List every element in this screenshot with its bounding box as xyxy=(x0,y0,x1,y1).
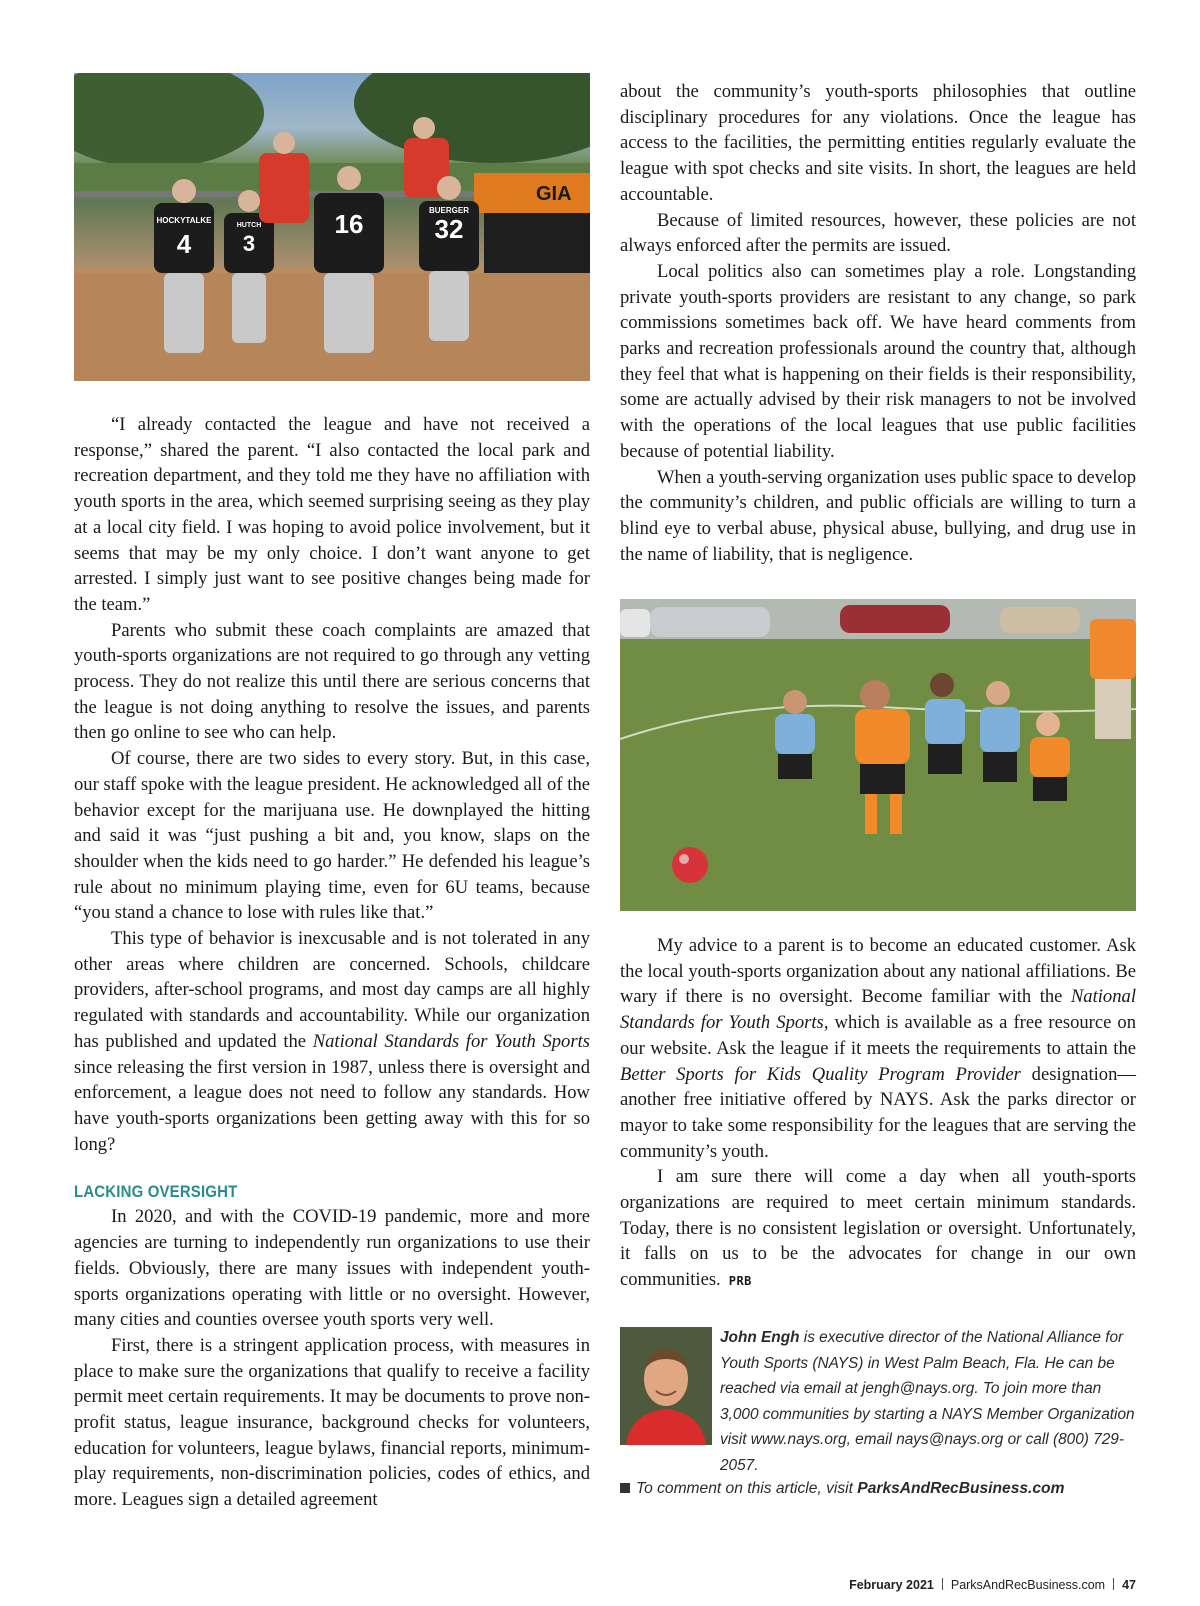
author-name: John Engh xyxy=(720,1329,800,1346)
author-headshot xyxy=(620,1327,712,1445)
right-column-bottom xyxy=(620,933,1136,1295)
text-run: My advice to a parent is to become an educated customer. Ask the local youth-sports organization about any national affiliations. Be wary if there is no oversight. Become familiar with the xyxy=(620,935,1136,1008)
baseball-team-illustration xyxy=(74,73,590,381)
text-run: I am sure there will come a day when all youth-sports organizations are required to meet certain minimum standards. Today, there is no consistent legislation or oversight. Unfortunately, it falls on us to be the advocates for change in our own communities. xyxy=(620,1166,1136,1291)
comment-prefix: To comment on this article, visit xyxy=(636,1480,858,1497)
footer-issue-date: February 2021 xyxy=(849,1578,934,1592)
end-mark: PRB xyxy=(728,1274,752,1289)
footer-separator xyxy=(942,1578,943,1590)
footer-site: ParksAndRecBusiness.com xyxy=(950,1578,1106,1592)
text-run: since releasing the first version in 1987, unless there is oversight and enforcement, a league does not need to follow any standards. How have youth-sports organizations been getting away with this for so long? xyxy=(74,1056,590,1155)
jersey-number-3: 3 xyxy=(242,231,256,256)
comment-site-link[interactable]: ParksAndRecBusiness.com xyxy=(857,1480,1065,1497)
soccer-kids-illustration xyxy=(620,599,1136,911)
paragraph: First, there is a stringent application process, with measures in place to make sure the organizations that qualify to receive a facility permit meet certain requirements. It may be documents to prove non-profit status, league insurance, background checks for volunteers, education for volunteers, league bylaws, financial reports, minimum-play requirements, non-discrimination policies, codes of ethics, and more. Leagues sign a detailed agreement xyxy=(74,1334,590,1511)
paragraph: In 2020, and with the COVID-19 pandemic, more and more agencies are turning to independently run organizations to use their fields. Obviously, there are many issues with independent youth-sports organizations operating with little or no oversight. However, many cities and counties oversee youth sports very well. xyxy=(74,1206,590,1331)
banner-text: GIA xyxy=(536,183,572,205)
text-run: , which is available as a free resource on our website. Ask the league if it meets the requirements to attain the xyxy=(620,1012,1137,1059)
paragraph xyxy=(620,933,1136,1164)
author-headshot-illustration xyxy=(620,1327,712,1445)
section-heading: LACKING OVERSIGHT xyxy=(74,1182,238,1202)
text-run: This type of behavior is inexcusable and is not tolerated in any other areas where children are concerned. Schools, childcare providers, after-school programs, and most day camps are all highly regulated with standards and accountability. While our organization has published and updated the xyxy=(74,928,590,1052)
square-bullet-icon xyxy=(620,1483,630,1493)
jersey-number-4: 4 xyxy=(176,229,192,259)
left-column xyxy=(74,412,590,1513)
jersey-name-2: HUTCH xyxy=(236,222,262,229)
paragraph: “I already contacted the league and have not received a response,” shared the parent. “I also contacted the local park and recreation department, and they told me they have no affiliation with youth sports in the area, which seemed surprising seeing as they play at a local city field. I was hoping to avoid police involvement, but it seems that may be my only choice. I don’t want anyone to get arrested. I simply just want to see positive changes being made for the team.” xyxy=(74,414,590,615)
comment-callout xyxy=(620,1478,1136,1500)
paragraph: Parents who submit these coach complaints are amazed that youth-sports organizations are not required to go through any vetting process. They do not realize this until there are serious concerns that the league is not doing anything to resolve the issues, and parents then go online to see who can help. xyxy=(74,619,590,744)
text-run: designation—another free initiative offered by NAYS. Ask the parks director or mayor to take some responsibility for the leagues that are serving the community’s youth. xyxy=(620,1063,1136,1162)
paragraph xyxy=(74,926,590,1157)
paragraph: Because of limited resources, however, these policies are not always enforced after the permits are issued. xyxy=(620,209,1136,257)
jersey-name-1: HOCKYTALKE xyxy=(156,216,212,225)
paragraph: Local politics also can sometimes play a role. Longstanding private youth-sports providers are resistant to any change, so park commissions sometimes back off. We have heard comments from parks and recreation professionals around the country that, although they feel that what is happening on their fields is their responsibility, some are actually advised by their risk managers to not be involved with the operations of the local leagues that use public facilities because of potential liability. xyxy=(620,260,1136,462)
page-number: 47 xyxy=(1122,1578,1136,1592)
right-column-top xyxy=(620,79,1136,567)
jersey-number-32: 32 xyxy=(434,214,464,244)
publication-title: National Standards for Youth Sports xyxy=(620,986,1136,1034)
program-title: Better Sports for Kids Quality Program Provider xyxy=(620,1063,1021,1085)
author-bio xyxy=(720,1325,1138,1479)
footer-separator xyxy=(1113,1578,1114,1590)
paragraph: Of course, there are two sides to every story. But, in this case, our staff spoke with the league president. He acknowledged all of the behavior except for the marijuana use. He downplayed the hitting and said it was “just pushing a bit and, you know, slaps on the shoulder when the kids need to go harder.” He defended his league’s rule about no minimum playing time, even for 6U teams, because “you stand a chance to lose with rules like that.” xyxy=(74,748,590,924)
baseball-team-photo xyxy=(74,73,590,381)
paragraph xyxy=(620,1164,1136,1295)
page-footer xyxy=(849,1578,1136,1592)
paragraph: about the community’s youth-sports philosophies that outline disciplinary procedures for any violations. Once the league has access to the facilities, the permitting entities regularly evaluate the league with spot checks and site visits. In short, the leagues are held accountable. xyxy=(620,81,1136,205)
author-bio-text: is executive director of the National Alliance for Youth Sports (NAYS) in West Palm Beach, Fla. He can be reached via email at jengh@nays.org. To join more than 3,000 communities by starting a NAYS Member Organization visit www.nays.org, email nays@nays.org or call (800) 729-2057. xyxy=(720,1329,1135,1474)
paragraph: When a youth-serving organization uses public space to develop the community’s children, and public officials are willing to turn a blind eye to verbal abuse, physical abuse, bullying, and drug use in the name of liability, that is negligence. xyxy=(620,466,1136,565)
publication-title: National Standards for Youth Sports xyxy=(312,1030,590,1052)
soccer-kids-photo xyxy=(620,599,1136,911)
jersey-number-16: 16 xyxy=(334,209,364,239)
jersey-name-3: BUERGER xyxy=(428,206,470,215)
